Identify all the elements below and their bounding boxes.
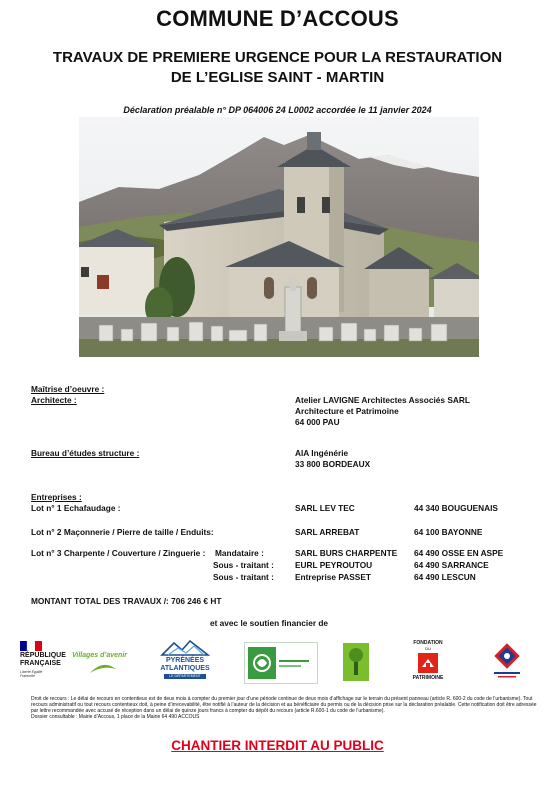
architect-label [31, 395, 77, 406]
lot1-company: SARL LEV TEC [295, 503, 355, 513]
pyrenees-atlantiques-logo [160, 640, 210, 684]
moe-heading-text: Maîtrise d’oeuvre : [31, 384, 105, 394]
pa-line2: ATLANTIQUES [160, 665, 210, 672]
legal-notice [31, 696, 541, 720]
sub2-company: Entreprise PASSET [295, 572, 371, 582]
villages-leaf-icon [88, 661, 118, 675]
works-title-line1: TRAVAUX DE PREMIERE URGENCE POUR LA RESTAURATION [52, 49, 503, 66]
community-logo [343, 643, 369, 681]
villages-avenir-logo [72, 640, 134, 684]
bureau-label [31, 448, 139, 459]
lot2-company: SARL ARREBAT [295, 527, 360, 537]
bureau-info [295, 448, 370, 470]
pa-mountain-icon [160, 640, 210, 656]
lot1-city: 44 340 BOUGUENAIS [414, 503, 498, 513]
fondation-line3: PATRIMOINE [412, 675, 444, 681]
rf-line2: FRANÇAISE [20, 660, 61, 667]
bureau-line1: AIA Ingénérie [295, 448, 349, 458]
moe-heading [31, 384, 104, 395]
forbidden-warning: CHANTIER INTERDIT AU PUBLIC [171, 738, 384, 753]
support-text: et avec le soutien financier de [210, 618, 329, 628]
lot1-label: Lot n° 1 Echafaudage : [31, 503, 121, 513]
bureau-line2: 33 800 BORDEAUX [295, 459, 371, 469]
pa-line3: LE DÉPARTEMENT [164, 674, 206, 679]
rf-line1: RÉPUBLIQUE [20, 652, 66, 659]
architect-line2: Architecture et Patrimoine [295, 406, 399, 416]
lot2-city: 64 100 BAYONNE [414, 527, 483, 537]
architect-line3: 64 000 PAU [295, 417, 340, 427]
architect-line1: Atelier LAVIGNE Architectes Associés SARL [295, 395, 470, 405]
total-amount: MONTANT TOTAL DES TRAVAUX /: 706 246 € HT [31, 596, 222, 606]
sub2-role: Sous - traitant : [213, 572, 274, 582]
works-title [0, 48, 555, 88]
lot3-city: 64 490 OSSE EN ASPE [414, 548, 504, 558]
architect-label-text: Architecte : [31, 395, 77, 405]
rf-motto: Liberté Égalité Fraternité [20, 670, 43, 678]
lot3-company: SARL BURS CHARPENTE [295, 548, 398, 558]
bureau-label-text: Bureau d’études structure : [31, 448, 140, 458]
lot3-label: Lot n° 3 Charpente / Couverture / Zinguerie : [31, 548, 206, 558]
heritage-emblem-logo [490, 640, 524, 684]
entreprises-heading [31, 492, 82, 503]
tree-icon [343, 643, 369, 681]
pa-name [160, 657, 210, 673]
republique-francaise-logo [20, 640, 72, 684]
fondation-patrimoine-logo [403, 640, 453, 684]
sub1-role: Sous - traitant : [213, 560, 274, 570]
works-title-line2: DE L’EGLISE SAINT - MARTIN [170, 69, 385, 86]
nature-region-logo [244, 642, 318, 684]
heritage-emblem-icon [490, 640, 524, 680]
fondation-line2: DU [425, 646, 431, 651]
church-illustration [79, 117, 479, 357]
pa-line1: PYRÉNÉES [165, 657, 205, 664]
marianne-flag-icon [20, 641, 42, 651]
declaration-text: Déclaration préalable n° DP 064006 24 L0002 accordée le 11 janvier 2024 [123, 105, 432, 115]
sub1-company: EURL PEYROUTOU [295, 560, 373, 570]
lot3-role: Mandataire : [215, 548, 264, 558]
church-photo [79, 117, 479, 357]
nature-region-icon [245, 643, 317, 683]
entreprises-heading-text: Entreprises : [31, 492, 82, 502]
architect-info [295, 395, 470, 428]
lot2-label: Lot n° 2 Maçonnerie / Pierre de taille / Enduits: [31, 527, 214, 537]
commune-title: COMMUNE D’ACCOUS [156, 6, 399, 31]
dossier-text: Dossier consultable : Mairie d’Accous, 1 place de la Mairie 64 490 ACCOUS [31, 714, 200, 720]
rf-name [20, 652, 66, 668]
sub2-city: 64 490 LESCUN [414, 572, 476, 582]
sub1-city: 64 490 SARRANCE [414, 560, 489, 570]
villages-text: Villages d’avenir [72, 652, 127, 659]
legal-recourse-text: Droit de recours : Le délai de recours en contentieux est de deux mois à compter du premier jour d’une période continue de deux mois d’affichage sur le terrain du présent panneau (article R. 600-2 du code de l’urbanisme). Tout recours administratif ou tout recours contentieux doit, à peine d’irrecevabilité, être notifié à l’auteur de la décision et au bénéficiaire du permis ou de la décision prise sur la déclaration préalable. Cette notification doit être adressée par lettre recommandée avec accusé de réception dans un délai de quinze jours francs à compter du dépôt du recours (article R.600-1 du code de l’urbanisme). [31, 696, 537, 714]
fondation-emblem-icon [418, 653, 438, 673]
fondation-line1: FONDATION [413, 640, 443, 646]
